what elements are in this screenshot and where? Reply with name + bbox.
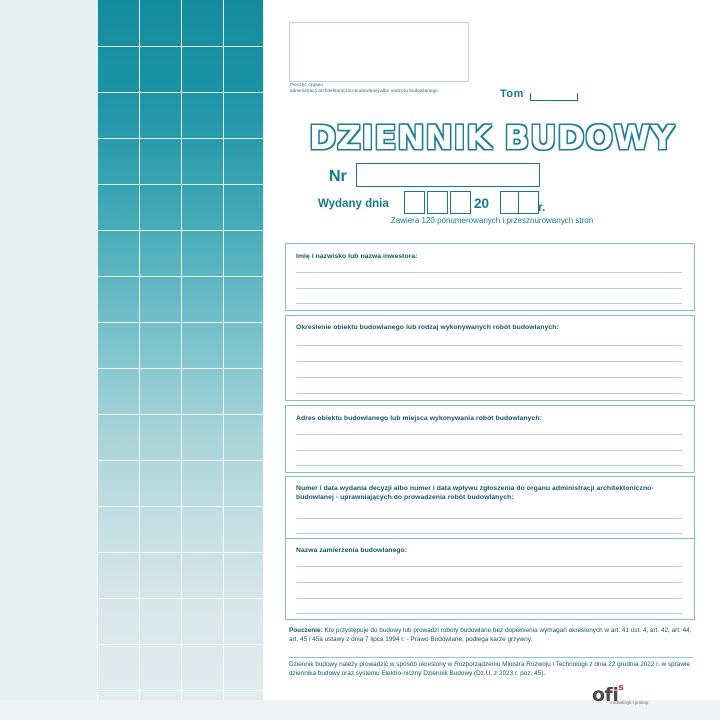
regulation-footnote: Dziennik budowy należy prowadzić w sposób określony w Rozporządzeniu Ministra Rozwoju i Technologii z dnia 22 grudnia 2022 r. w sprawie dziennika budowy oraz systemu Elektro-niczny Dziennik Budowy (Dz.U. z 2023 r. poz. 45). — [289, 661, 690, 677]
publisher-logo-text: ofi — [592, 684, 619, 706]
volume-tick-left — [530, 93, 531, 101]
stamp-caption-line2: administracji architektoniczno-budowlanej albo nadzoru budowlanego — [290, 88, 438, 93]
contains-note: Zawiera 120 ponumerowanych i przesznurowanych stron — [390, 216, 594, 225]
number-input-box[interactable] — [356, 163, 540, 187]
volume-label: Tom — [500, 88, 524, 100]
publisher-logo-mark: s — [618, 683, 624, 693]
date-year-box-2[interactable] — [518, 191, 539, 214]
date-day-box-2[interactable] — [427, 191, 448, 214]
date-day-box-1[interactable] — [404, 191, 425, 214]
number-label: Nr — [329, 168, 347, 185]
legal-notice-label: Pouczenie: — [289, 627, 323, 634]
legal-notice — [289, 627, 693, 644]
field-investor-label: Imię i nazwisko lub nazwa inwestora: — [296, 253, 418, 260]
publisher-logo-subtitle: michalczyk i prokop — [610, 700, 649, 705]
field-decision-number-label: Numer i data wydania decyzji albo numer i data wpływu zgłoszenia do organu administracji architektoniczno-budowlanej - uprawniających do prowadzenia robót budowlanych: — [296, 485, 654, 501]
field-construction-name-label: Nazwa zamierzenia budowlanego: — [296, 547, 408, 554]
date-month-box-1[interactable] — [450, 191, 471, 214]
divider — [289, 657, 693, 658]
volume-field-line — [530, 100, 578, 101]
page-title: DZIENNIK BUDOWY — [309, 118, 675, 157]
legal-notice-text: Kto przystępuje do budowy lub prowadzi roboty budowlane bez dopełnienia wymagań określonych w art. 41 ust. 4, art. 42, art. 44, art. 45 i 45a ustawy z dnia 7 lipca 1994 r. - Prawo Budowlane, podlega karze grzywny. — [289, 627, 692, 643]
decorative-teal-band — [97, 0, 264, 700]
volume-tick-right — [577, 93, 578, 101]
issued-date-label: Wydany dnia — [318, 198, 389, 210]
field-object-address-label: Adres obiektu budowlanego lub miejsca wykonywania robót budowlanych: — [296, 415, 542, 422]
year-suffix: r. — [538, 200, 546, 214]
field-object-description-label: Określenie obiektu budowlanego lub rodzaj wykonywanych robót budowlanych: — [296, 324, 559, 331]
authority-stamp-box — [289, 22, 469, 82]
stamp-caption-line1: Pieczęć organu — [290, 82, 324, 87]
year-prefix: 20 — [474, 196, 490, 211]
stamp-caption — [290, 82, 480, 94]
